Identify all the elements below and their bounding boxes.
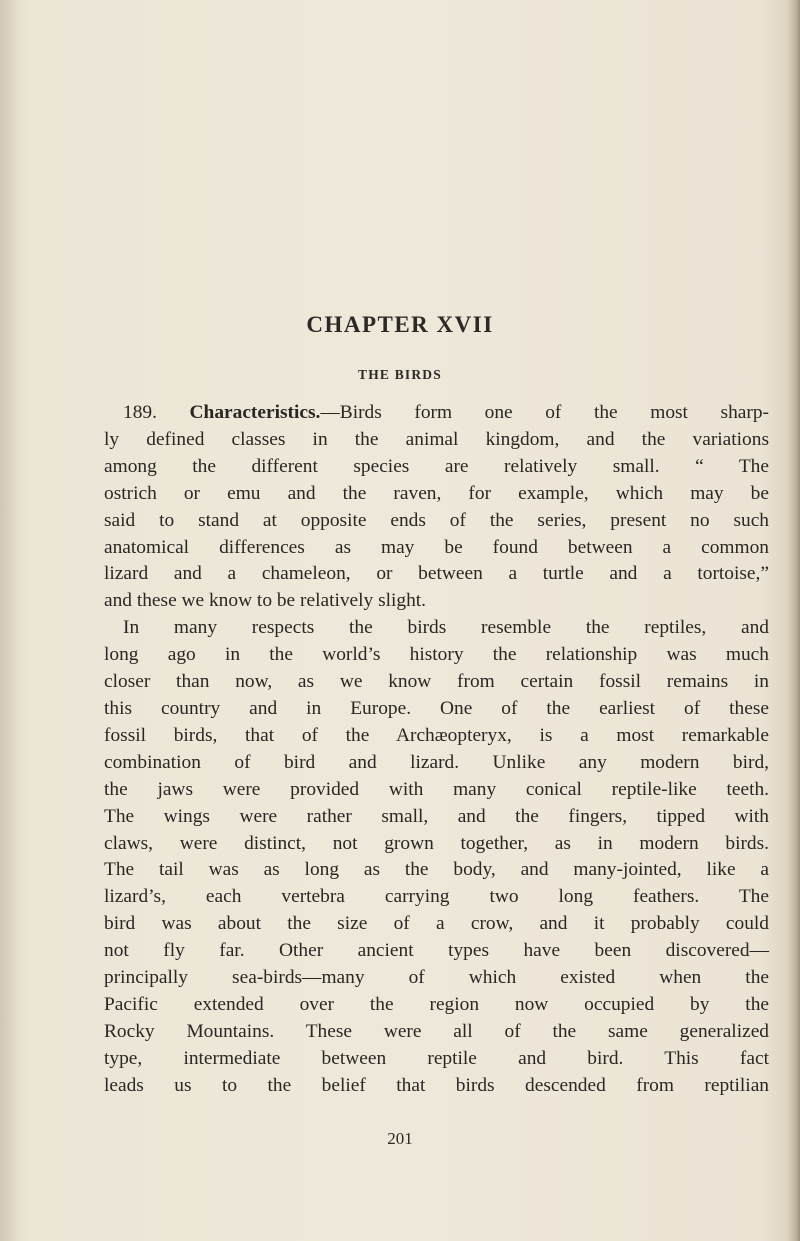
text-line: and these we know to be relatively slight. [104, 590, 427, 612]
text-line: Pacific extended over the region now occupied by the [104, 993, 769, 1015]
text-line: said to stand at opposite ends of the series, present no such [104, 509, 769, 531]
text-line: combination of bird and lizard. Unlike any modern bird, [104, 751, 769, 773]
text-line: bird was about the size of a crow, and it probably could [104, 913, 769, 935]
text-line: long ago in the world’s history the relationship was much [104, 644, 769, 666]
text-line: fossil birds, that of the Archæopteryx, is a most remarkable [104, 724, 769, 746]
text-line: In many respects the birds resemble the reptiles, and [123, 617, 769, 639]
text-line: claws, were distinct, not grown together, as in modern birds. [104, 832, 769, 854]
text-line: ostrich or emu and the raven, for example, which may be [104, 482, 769, 504]
text-line: The tail was as long as the body, and many-jointed, like a [104, 859, 769, 881]
text-line: lizard and a chameleon, or between a turtle and a tortoise,” [104, 563, 769, 585]
body-text [104, 400, 769, 1100]
paragraph-number: 189. [123, 402, 157, 423]
paragraph-heading: Characteristics. [189, 402, 321, 423]
chapter-heading: CHAPTER XVII [306, 312, 494, 337]
text-line: The wings were rather small, and the fingers, tipped with [104, 805, 769, 827]
text-line-content: —Birds form one of the most sharp- [320, 402, 769, 423]
text-line: this country and in Europe. One of the earliest of these [104, 697, 769, 719]
text-line: anatomical differences as may be found between a common [104, 536, 769, 558]
text-line: type, intermediate between reptile and bird. This fact [104, 1047, 769, 1069]
section-heading: THE BIRDS [358, 367, 442, 382]
text-line: lizard’s, each vertebra carrying two long feathers. The [104, 886, 769, 908]
text-line: ly defined classes in the animal kingdom, and the variations [104, 428, 769, 450]
page-number: 201 [387, 1129, 413, 1148]
text-line: closer than now, as we know from certain fossil remains in [104, 671, 769, 693]
text-line: the jaws were provided with many conical reptile-like teeth. [104, 778, 769, 800]
text-line: Rocky Mountains. These were all of the same generalized [104, 1020, 769, 1042]
text-line: leads us to the belief that birds descended from reptilian [104, 1074, 769, 1096]
text-line: not fly far. Other ancient types have been discovered— [104, 940, 769, 962]
text-line: principally sea-birds—many of which existed when the [104, 967, 769, 989]
text-line [104, 400, 769, 427]
text-line: among the different species are relatively small. “ The [104, 455, 769, 477]
gutter-shadow [0, 0, 18, 1241]
page-edge-shadow [786, 0, 800, 1241]
